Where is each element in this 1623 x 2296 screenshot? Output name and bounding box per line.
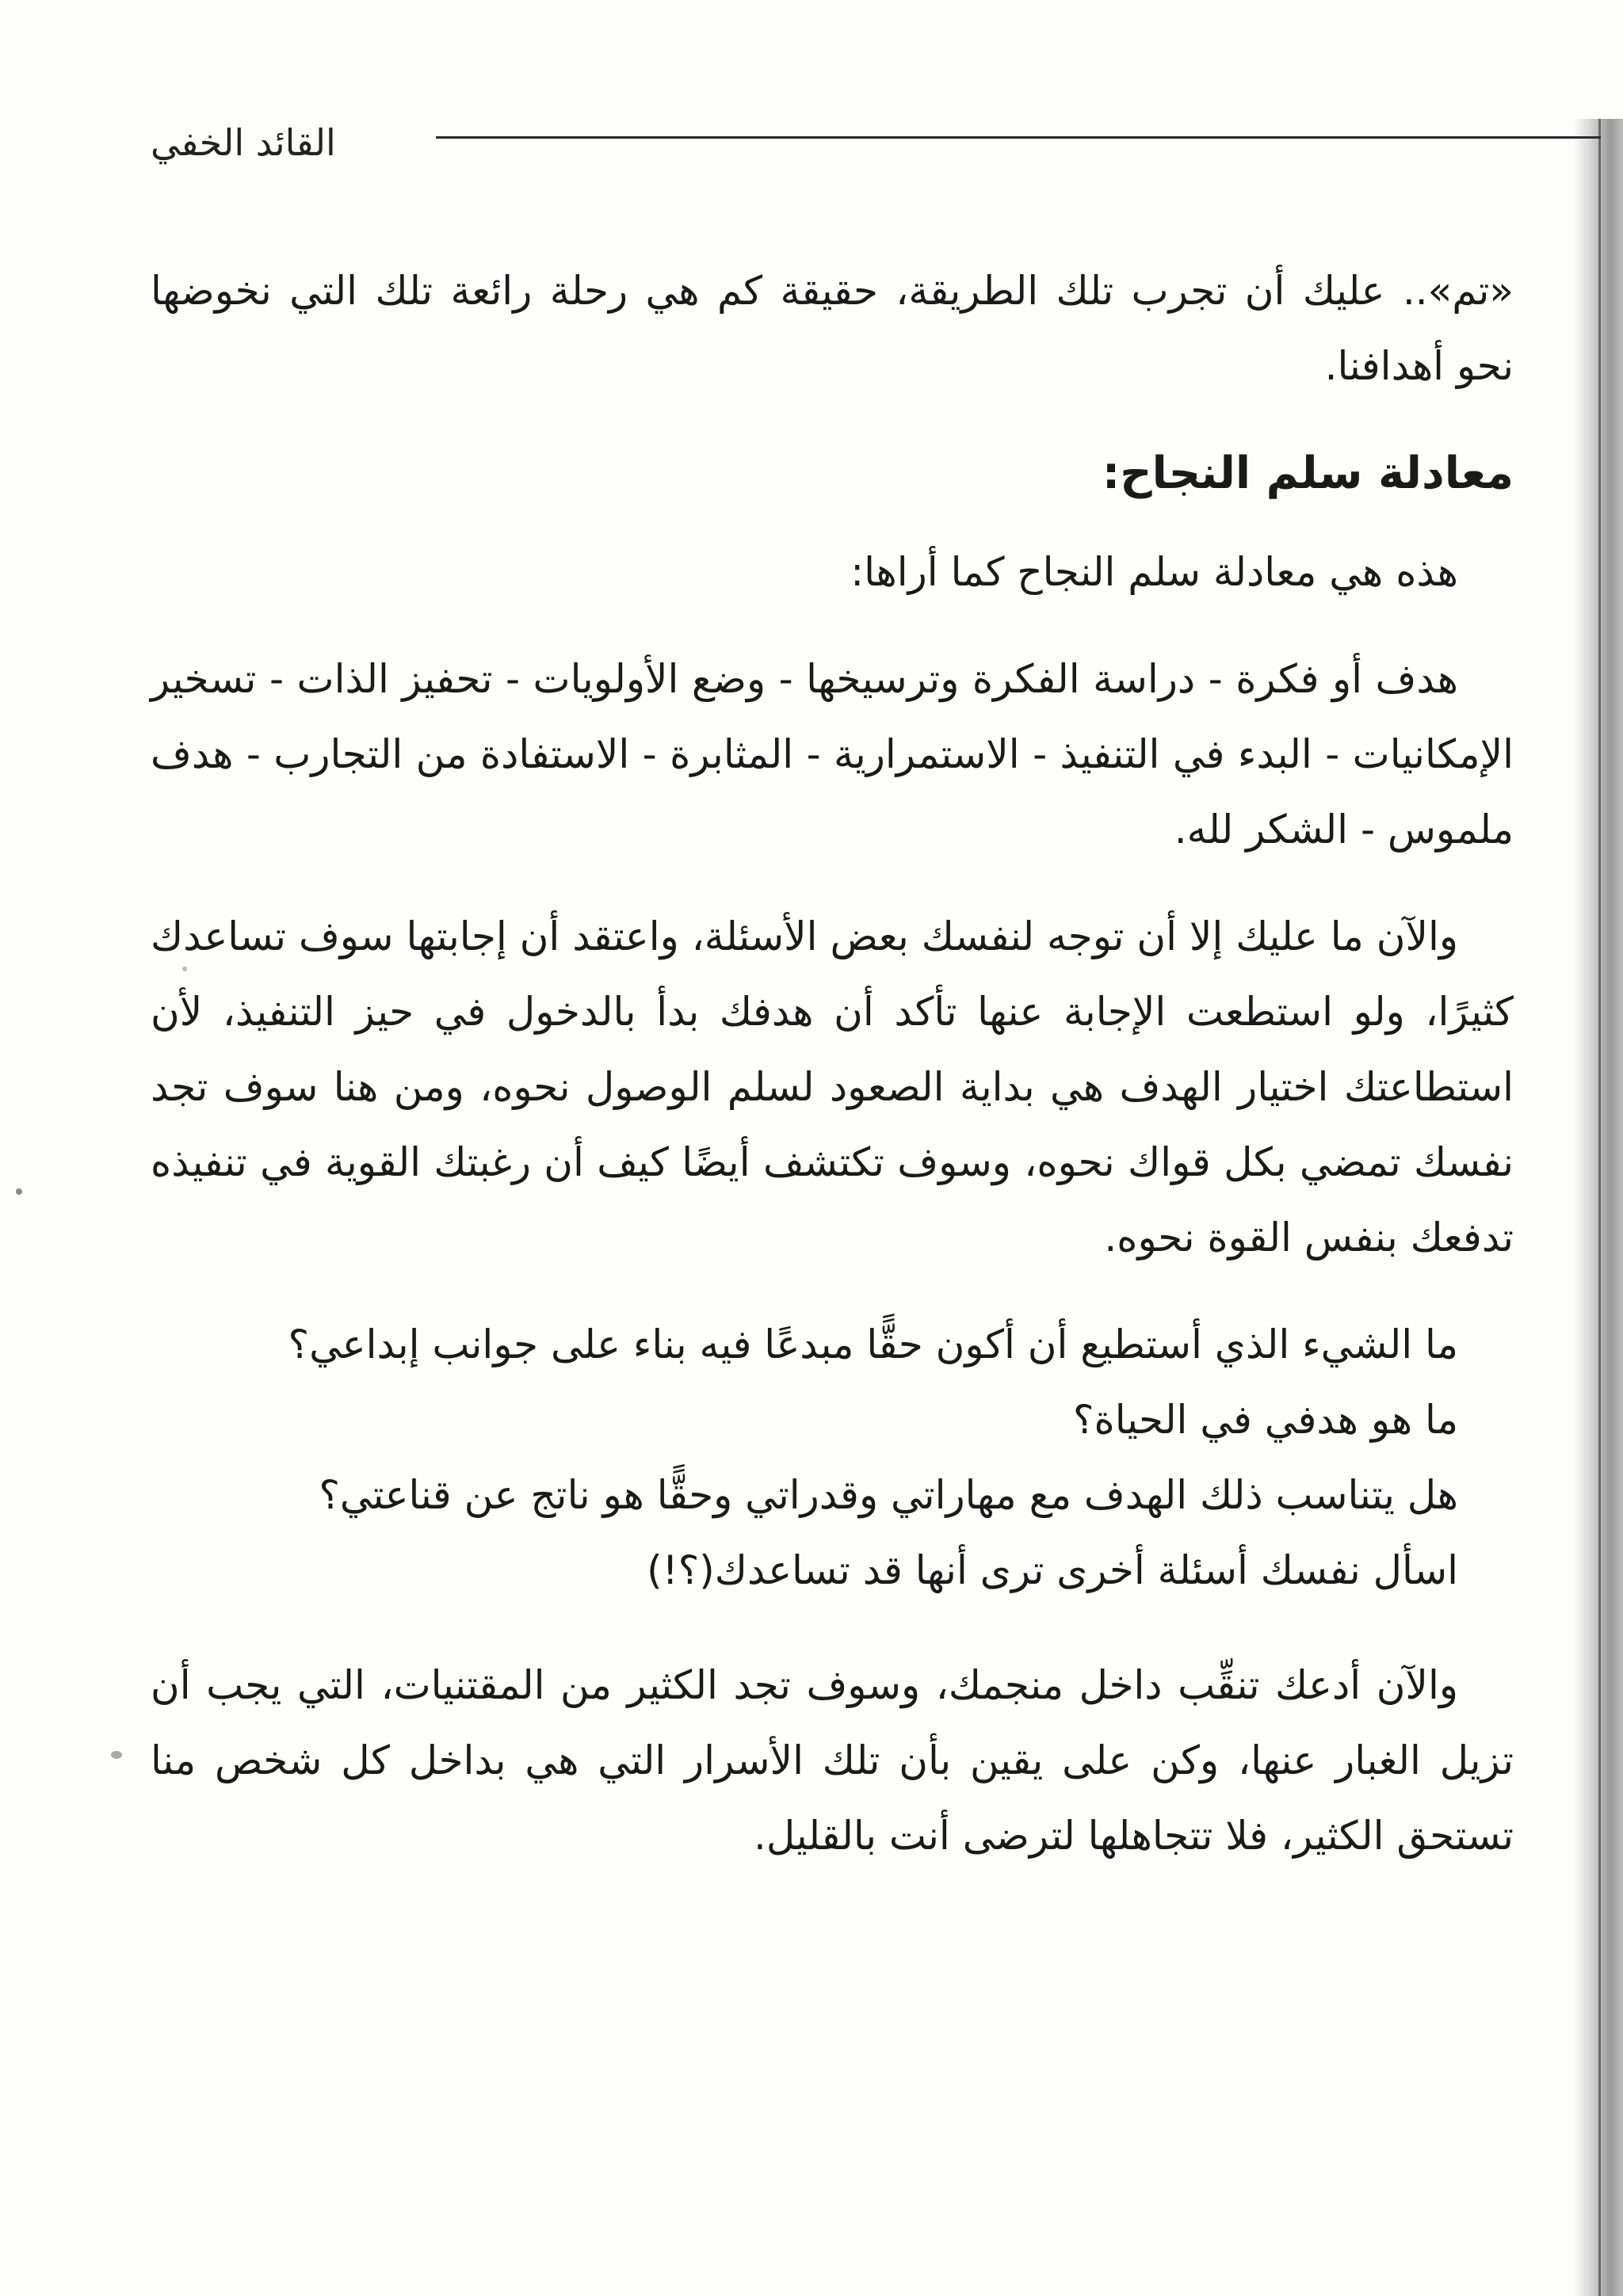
page-gutter-shadow [1572, 119, 1623, 2296]
question-item: هل يتناسب ذلك الهدف مع مهاراتي وقدراتي وحقًّا هو ناتج عن قناعتي؟ [319, 1472, 1458, 1518]
question-item: ما الشيء الذي أستطيع أن أكون حقًّا مبدعًا فيه بناء على جوانب إبداعي؟ [288, 1322, 1458, 1367]
page-body [151, 254, 1514, 1905]
equation-paragraph: هدف أو فكرة - دراسة الفكرة وترسيخها - وضع الأولويات - تحفيز الذات - تسخير الإمكانيات - البدء في التنفيذ - الاستمرارية - المثابرة - الاستفادة من التجارب - هدف ملموس - الشكر لله. [151, 656, 1514, 852]
questions-list [151, 1307, 1514, 1608]
closing-paragraph: والآن أدعك تنقِّب داخل منجمك، وسوف تجد الكثير من المقتنيات، التي يجب أن تزيل الغبار عنها، وكن على يقين بأن تلك الأسرار التي هي بداخل كل شخص منا تستحق الكثير، فلا تتجاهلها لترضى أنت بالقليل. [151, 1662, 1514, 1859]
intro-paragraph: «تم».. عليك أن تجرب تلك الطريقة، حقيقة كم هي رحلة رائعة تلك التي نخوضها نحو أهدافنا. [151, 268, 1514, 389]
question-item: ما هو هدفي في الحياة؟ [1072, 1397, 1458, 1443]
page-gutter-line [1598, 119, 1601, 2296]
questions-intro-paragraph: والآن ما عليك إلا أن توجه لنفسك بعض الأسئلة، واعتقد أن إجابتها سوف تساعدك كثيرًا، ولو استطعت الإجابة عنها تأكد أن هدفك بدأ بالدخول في حيز التنفيذ، لأن استطاعتك اختيار الهدف هي بداية الصعود لسلم الوصول نحوه، ومن هنا سوف تجد نفسك تمضي بكل قواك نحوه، وسوف تكتشف أيضًا كيف أن رغبتك القوية في تنفيذه تدفعك بنفس القوة نحوه. [151, 913, 1514, 1261]
scan-speck [182, 967, 187, 971]
running-header [151, 119, 1601, 174]
scan-speck [16, 1188, 22, 1195]
equation-intro-paragraph: هذه هي معادلة سلم النجاح كما أراها: [850, 549, 1458, 595]
scan-speck [111, 1751, 122, 1759]
header-rule [436, 136, 1601, 139]
section-heading: معادلة سلم النجاح: [1102, 448, 1514, 499]
book-title: القائد الخفي [151, 121, 336, 164]
question-item: اسأل نفسك أسئلة أخرى ترى أنها قد تساعدك(؟!) [647, 1547, 1458, 1593]
